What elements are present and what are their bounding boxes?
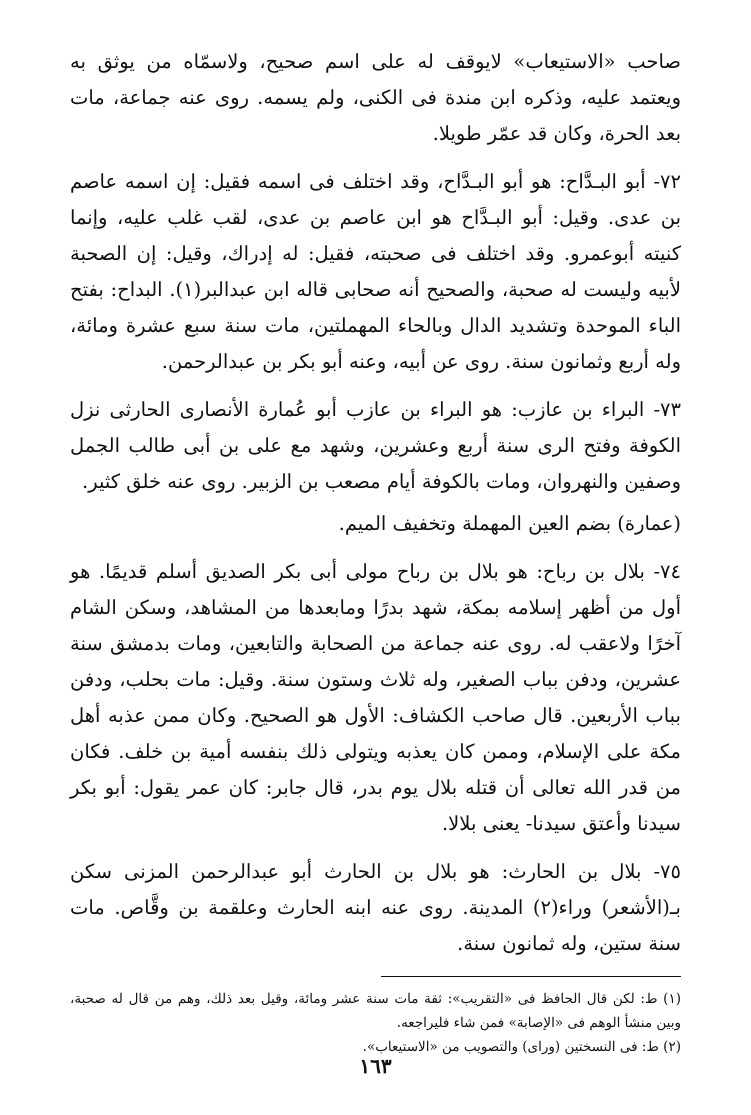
entry-73-al-bara-ibn-azib: ٧٣- البراء بن عازب: هو البراء بن عازب أبو عُمارة الأنصارى الحارثى نزل الكوفة وفتح الرى سنة أربع وعشرين، وشهد مع على بن أبى طالب الجمل وصفين والنهروان، ومات بالكوفة أيام مصعب بن الزبير. روى عنه خلق كثير.	[70, 398, 681, 493]
note-umara-vocalization: (عمارة) بضم العين المهملة وتخفيف الميم.	[338, 512, 681, 535]
entry-75-bilal-ibn-al-harith: ٧٥- بلال بن الحارث: هو بلال بن الحارث أبو عبدالرحمن المزنى سكن بـ(الأشعر) وراء(٢) المدينة. روى عنه ابنه الحارث وعلقمة بن وقَّاص. مات سنة ستين، وله ثمانون سنة.	[70, 860, 681, 955]
entry-72-abu-al-baddah: ٧٢- أبو البـدَّاح: هو أبو البـدَّاح، وقد اختلف فى اسمه فقيل: إن اسمه عاصم بن عدى. وقيل: أبو البـدَّاح هو ابن عاصم بن عدى، لقب غلب عليه، وإنما كنيته أبوعمرو. وقد اختلف فى صحبته، فقيل: له إدراك، وقيل: إن الصحبة لأبيه وليست له صحبة، والصحيح أنه صحابى قاله ابن عبدالبر(١). البداح: بفتح الباء الموحدة وتشديد الدال وبالحاء المهملتين، مات سنة سبع عشرة ومائة، وله أربع وثمانون سنة. روى عن أبيه، وعنه أبو بكر بن عبدالرحمن.	[70, 170, 681, 373]
footnote-2: (٢) ط: فى النسختين (وراى) والتصويب من «الاستيعاب».	[362, 1039, 681, 1055]
paragraph-intro: صاحب «الاستيعاب» لايوقف له على اسم صحيح، ولاسمّاه من يوثق به ويعتمد عليه، وذكره ابن مندة فى الكنى، ولم يسمه. روى عنه جماعة، مات بعد الحرة، وكان قد عمّر طويلا.	[70, 50, 681, 145]
footnote-divider	[381, 976, 681, 977]
entry-74-bilal-ibn-rabah: ٧٤- بلال بن رباح: هو بلال بن رباح مولى أبى بكر الصديق أسلم قديمًا. هو أول من أظهر إسلامه بمكة، شهد بدرًا ومابعدها من المشاهد، وسكن الشام آخرًا ولاعقب له. روى عنه جماعة من الصحابة والتابعين، ومات بدمشق سنة عشرين، ودفن بباب الصغير، وله ثلاث وستون سنة. وقيل: مات بحلب، ودفن بباب الأربعين. قال صاحب الكشاف: الأول هو الصحيح. وكان ممن عذبه أهل مكة على الإسلام، وممن كان يعذبه ويتولى ذلك بنفسه أمية بن خلف. فكان من قدر الله تعالى أن قتله بلال يوم بدر، قال جابر: كان عمر يقول: أبو بكر سيدنا وأعتق سيدنا- يعنى بلالا.	[70, 560, 681, 835]
footnote-1: (١) ط: لكن قال الحافظ فى «التقريب»: ثقة مات سنة عشر ومائة، وقيل بعد ذلك، وهم من قال له صحبة، وبين منشأ الوهم فى «الإصابة» فمن شاء فليراجعه.	[70, 991, 681, 1031]
page-number: ١٦٣	[359, 1054, 392, 1078]
